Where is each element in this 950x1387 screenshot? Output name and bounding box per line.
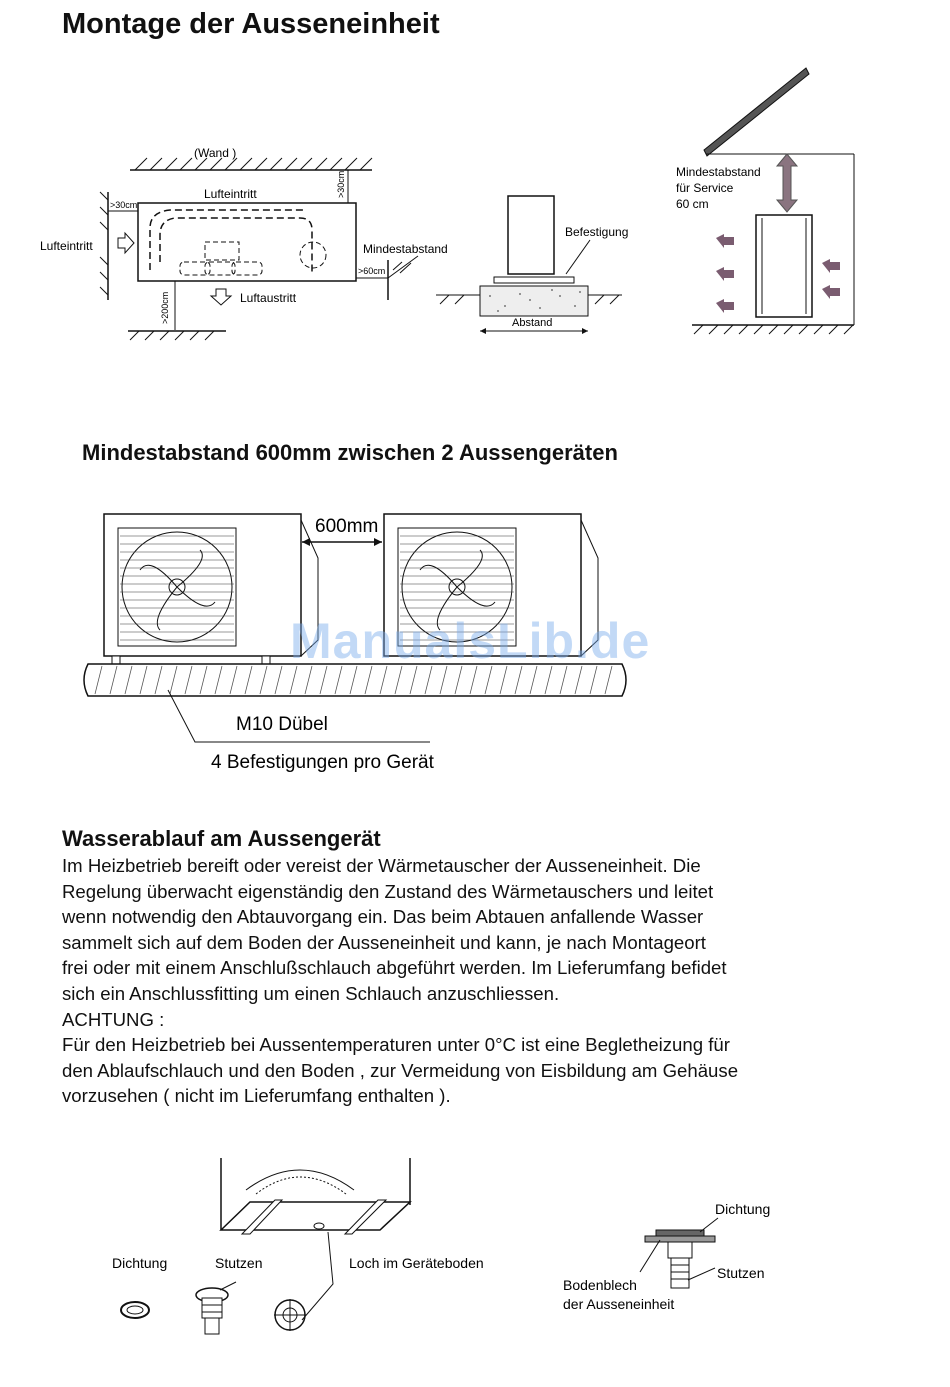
dist-bottom-label: >200cm — [160, 291, 170, 324]
text-line: Für den Heizbetrieb bei Aussentemperaturen unter 0°C ist eine Begletheizung für — [62, 1034, 730, 1056]
text-line: Regelung überwacht eigenständig den Zustand des Wärmetauschers und leitet — [62, 880, 714, 902]
fixings-label: 4 Befestigungen pro Gerät — [211, 752, 434, 773]
drain-fitting-diagram — [0, 1150, 950, 1387]
gap-label: 600mm — [315, 516, 379, 537]
distance-label: Abstand — [512, 317, 553, 329]
text-line: wenn notwendig den Abtauvorgang ein. Das beim Abtauen anfallende Wasser — [62, 906, 704, 928]
service-line2: für Service — [676, 181, 734, 195]
section-heading-drain: Wasserablauf am Aussengerät — [62, 826, 381, 851]
dowel-label: M10 Dübel — [236, 714, 328, 735]
base-label-line1: Bodenblech — [563, 1277, 637, 1293]
text-line: ACHTUNG : — [62, 1008, 165, 1030]
fastening-label: Befestigung — [565, 225, 629, 239]
air-inlet-arrow-icon — [118, 233, 134, 253]
text-line: Im Heizbetrieb bereift oder vereist der Wärmetauscher der Ausseneinheit. Die — [62, 855, 701, 876]
page-title: Montage der Ausseneinheit — [62, 8, 440, 40]
text-line: sammelt sich auf dem Boden der Ausseneinheit und kann, je nach Montageort — [62, 931, 706, 953]
nozzle-label: Stutzen — [215, 1255, 263, 1271]
air-outlet-label: Luftaustritt — [240, 291, 297, 305]
dist-right-label: >60cm — [358, 266, 386, 276]
section-heading-min-distance: Mindestabstand 600mm zwischen 2 Aussengeräten — [82, 440, 618, 465]
dist-left-label: >30cm — [110, 200, 138, 210]
seal-label: Dichtung — [112, 1255, 168, 1271]
text-line: sich ein Anschlussfitting um einen Schlauch anzuschliessen. — [62, 982, 560, 1004]
wall-label: (Wand ) — [194, 146, 237, 160]
nozzle-label-right: Stutzen — [717, 1265, 765, 1281]
base-label-line2: der Ausseneinheit — [563, 1296, 675, 1312]
service-line1: Mindestabstand — [676, 165, 761, 179]
text-line: frei oder mit einem Anschlußschlauch abgeführt werden. Im Lieferumfang befidet — [62, 957, 727, 979]
min-distance-label: Mindestabstand — [363, 242, 448, 256]
drain-description — [62, 853, 862, 1109]
seal-label-right: Dichtung — [715, 1201, 771, 1217]
service-line3: 60 cm — [676, 197, 709, 211]
watermark: ManualsLib.de — [290, 613, 651, 669]
air-inlet-top-label: Lufteintritt — [204, 187, 257, 201]
clearance-diagram — [0, 0, 950, 420]
text-line: den Ablaufschlauch und den Boden , zur Vermeidung von Eisbildung am Gehäuse — [62, 1059, 739, 1081]
service-arrow-icon — [777, 154, 797, 212]
air-inlet-left-label: Lufteintritt — [40, 239, 93, 253]
dist-top-label: >30cm — [336, 170, 346, 198]
hole-label: Loch im Geräteboden — [349, 1255, 484, 1271]
air-outlet-arrow-icon — [211, 289, 231, 305]
text-line: vorzusehen ( nicht im Lieferumfang enthalten ). — [62, 1085, 451, 1107]
